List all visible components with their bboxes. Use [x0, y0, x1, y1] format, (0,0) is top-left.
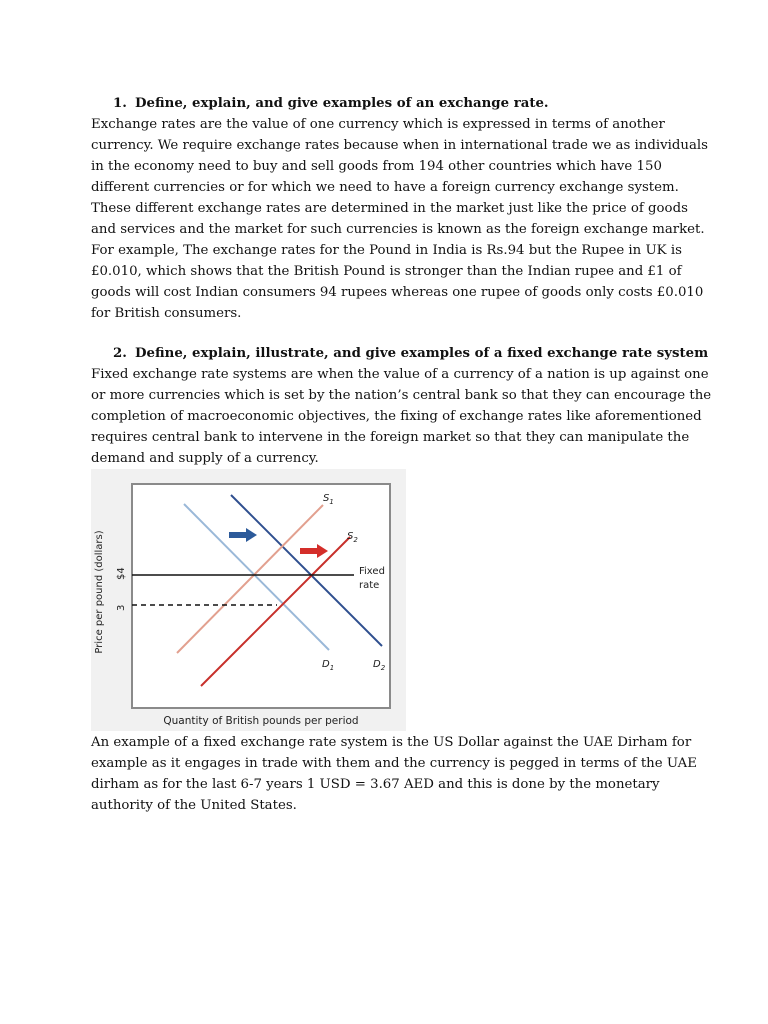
- y-tick-low: 3: [116, 604, 127, 611]
- paragraph-line: Exchange rates are the value of one currency which is expressed in terms of another: [91, 117, 665, 132]
- section-2-heading: [113, 343, 708, 364]
- y-tick-high: $4: [116, 567, 127, 580]
- d1-label: $D_1$: [322, 659, 335, 672]
- paragraph-line: for British consumers.: [91, 306, 242, 321]
- plot-frame: [132, 484, 390, 708]
- paragraph-line: An example of a fixed exchange rate system is the US Dollar against the UAE Dirham for: [91, 735, 692, 750]
- section-2-paragraph: [91, 364, 712, 469]
- paragraph-line: and services and the market for such currencies is known as the foreign exchange market.: [91, 222, 705, 237]
- paragraph-line: or more currencies which is set by the nation’s central bank so that they can encourage the: [91, 388, 712, 403]
- section-1-paragraph: [91, 114, 708, 324]
- example-paragraph: [91, 732, 697, 816]
- paragraph-line: For example, The exchange rates for the Pound in India is Rs.94 but the Rupee in UK is: [91, 243, 682, 258]
- x-axis-label: Quantity of British pounds per period: [163, 715, 359, 727]
- fixed-rate-label-line-2: rate: [359, 580, 380, 591]
- section-1-heading-text: Define, explain, and give examples of an exchange rate.: [135, 96, 549, 111]
- paragraph-line: goods will cost Indian consumers 94 rupees whereas one rupee of goods only costs £0.010: [91, 285, 704, 300]
- paragraph-line: example as it engages in trade with them and the currency is pegged in terms of the UAE: [91, 756, 697, 771]
- fixed-exchange-rate-figure: [91, 469, 406, 731]
- section-1-heading: [113, 93, 549, 114]
- s2-label: $S_2$: [347, 531, 358, 544]
- section-2-heading-text: Define, explain, illustrate, and give examples of a fixed exchange rate system: [135, 346, 709, 361]
- s1-label: $S_1$: [323, 493, 334, 506]
- paragraph-line: different currencies or for which we need to have a foreign currency exchange system.: [91, 180, 679, 195]
- paragraph-line: authority of the United States.: [91, 798, 297, 813]
- paragraph-line: £0.010, which shows that the British Pound is stronger than the Indian rupee and £1 of: [91, 264, 682, 279]
- paragraph-line: demand and supply of a currency.: [91, 451, 319, 466]
- paragraph-line: in the economy need to buy and sell goods from 194 other countries which have 150: [91, 159, 662, 174]
- paragraph-line: completion of macroeconomic objectives, the fixing of exchange rates like aforementioned: [91, 409, 702, 424]
- y-axis-label: Price per pound (dollars): [94, 530, 105, 654]
- section-2-number: 2.: [113, 346, 127, 361]
- d2-label: $D_2$: [373, 659, 386, 672]
- paragraph-line: dirham as for the last 6-7 years 1 USD = 3.67 AED and this is done by the monetary: [91, 777, 660, 792]
- section-1-number: 1.: [113, 96, 127, 111]
- paragraph-line: These different exchange rates are determined in the market just like the price of goods: [91, 201, 688, 216]
- fixed-rate-label-line-1: Fixed: [359, 566, 385, 577]
- paragraph-line: Fixed exchange rate systems are when the value of a currency of a nation is up against one: [91, 367, 709, 382]
- paragraph-line: currency. We require exchange rates because when in international trade we as individuals: [91, 138, 708, 153]
- paragraph-line: requires central bank to intervene in the foreign market so that they can manipulate the: [91, 430, 690, 445]
- exchange-rate-diagram: [91, 469, 406, 731]
